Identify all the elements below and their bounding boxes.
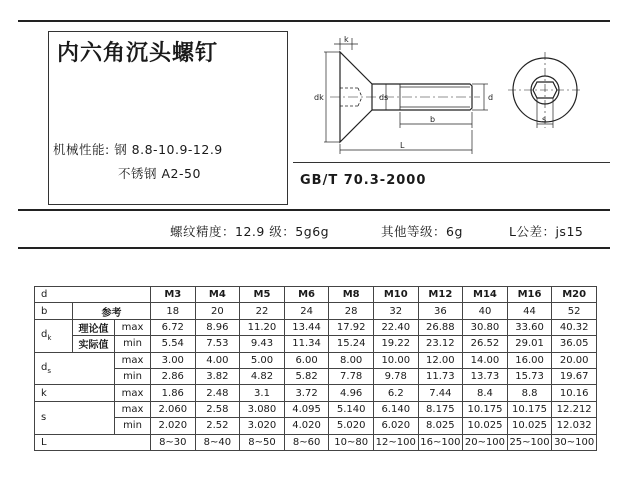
size-cell: M8 xyxy=(329,287,374,303)
drawing-label-s: s xyxy=(542,115,547,124)
size-cell: M16 xyxy=(507,287,552,303)
table-cell: 1.86 xyxy=(151,385,196,401)
screw-drawing xyxy=(300,32,610,157)
table-cell: 8.175 xyxy=(418,401,463,417)
table-cell: 15.24 xyxy=(329,336,374,352)
table-cell: 4.82 xyxy=(240,368,285,384)
row-tolerance-min: min xyxy=(115,336,151,352)
table-cell: 30.80 xyxy=(463,319,508,335)
row-label-ds: $d_s$ xyxy=(35,352,115,385)
row-tolerance-max: max xyxy=(115,401,151,417)
table-cell: 5.00 xyxy=(240,352,285,368)
section-rule-2 xyxy=(18,247,610,249)
table-cell: 8.4 xyxy=(463,385,508,401)
table-cell: 3.00 xyxy=(151,352,196,368)
table-cell: 2.020 xyxy=(151,418,196,434)
table-cell: 12.00 xyxy=(418,352,463,368)
table-cell: 29.01 xyxy=(507,336,552,352)
table-cell: 20~100 xyxy=(463,434,508,450)
table-cell: 3.72 xyxy=(284,385,329,401)
thread-precision: 螺纹精度：12.9 级：5g6g xyxy=(170,224,330,239)
table-cell: 19.67 xyxy=(552,368,597,384)
size-cell: M3 xyxy=(151,287,196,303)
table-cell: 5.82 xyxy=(284,368,329,384)
table-cell: 8~30 xyxy=(151,434,196,450)
table-row-ds-min xyxy=(35,368,597,384)
table-cell: 3.82 xyxy=(195,368,240,384)
table-row-L xyxy=(35,434,597,450)
table-cell: 44 xyxy=(507,303,552,319)
table-cell: 26.88 xyxy=(418,319,463,335)
table-cell: 2.48 xyxy=(195,385,240,401)
table-cell: 10.175 xyxy=(463,401,508,417)
table-cell: 8~50 xyxy=(240,434,285,450)
table-cell: 36.05 xyxy=(552,336,597,352)
standard-number: GB/T 70.3-2000 xyxy=(300,173,427,188)
drawing-label-k: k xyxy=(344,35,349,44)
table-cell: 36 xyxy=(418,303,463,319)
table-cell: 6.2 xyxy=(373,385,418,401)
table-cell: 6.72 xyxy=(151,319,196,335)
table-cell: 10.025 xyxy=(507,418,552,434)
title-box xyxy=(48,31,288,205)
table-cell: 11.34 xyxy=(284,336,329,352)
table-cell: 32 xyxy=(373,303,418,319)
table-cell: 25~100 xyxy=(507,434,552,450)
row-tolerance-max: max xyxy=(115,385,151,401)
table-cell: 10.16 xyxy=(552,385,597,401)
row-label-L: L xyxy=(35,434,151,450)
table-row-s-max xyxy=(35,401,597,417)
table-cell: 9.78 xyxy=(373,368,418,384)
table-cell: 11.73 xyxy=(418,368,463,384)
drawing-label-b: b xyxy=(430,115,436,124)
row-label-d: d xyxy=(35,287,151,303)
table-cell: 2.060 xyxy=(151,401,196,417)
table-cell: 28 xyxy=(329,303,374,319)
table-cell: 20 xyxy=(195,303,240,319)
row-tolerance-min: min xyxy=(115,368,151,384)
table-cell: 2.86 xyxy=(151,368,196,384)
table-cell: 13.44 xyxy=(284,319,329,335)
row-sublabel-actual: 实际值 xyxy=(73,336,115,352)
table-cell: 16.00 xyxy=(507,352,552,368)
table-row-s-min xyxy=(35,418,597,434)
table-cell: 14.00 xyxy=(463,352,508,368)
drawing-label-L: L xyxy=(400,141,405,150)
table-cell: 10.00 xyxy=(373,352,418,368)
size-cell: M12 xyxy=(418,287,463,303)
table-row-ds-max xyxy=(35,352,597,368)
table-cell: 24 xyxy=(284,303,329,319)
table-cell: 6.020 xyxy=(373,418,418,434)
product-title: 内六角沉头螺钉 xyxy=(57,41,219,66)
table-cell: 8.025 xyxy=(418,418,463,434)
other-grade: 其他等级：6g xyxy=(381,224,463,239)
mechanical-property-steel xyxy=(53,140,223,158)
table-cell: 5.020 xyxy=(329,418,374,434)
table-cell: 3.020 xyxy=(240,418,285,434)
row-tolerance-max: max xyxy=(115,352,151,368)
table-cell: 33.60 xyxy=(507,319,552,335)
top-rule xyxy=(18,20,610,22)
size-cell: M10 xyxy=(373,287,418,303)
table-row-b xyxy=(35,303,597,319)
table-cell: 23.12 xyxy=(418,336,463,352)
table-cell: 10.175 xyxy=(507,401,552,417)
table-cell: 12~100 xyxy=(373,434,418,450)
table-row-dk-min xyxy=(35,336,597,352)
table-cell: 26.52 xyxy=(463,336,508,352)
table-cell: 20.00 xyxy=(552,352,597,368)
table-cell: 12.032 xyxy=(552,418,597,434)
row-label-b: b xyxy=(35,303,73,319)
table-cell: 22 xyxy=(240,303,285,319)
table-cell: 8~40 xyxy=(195,434,240,450)
table-cell: 22.40 xyxy=(373,319,418,335)
table-cell: 3.080 xyxy=(240,401,285,417)
standard-rule xyxy=(293,162,610,163)
table-row-dk-max xyxy=(35,319,597,335)
table-cell: 2.52 xyxy=(195,418,240,434)
table-cell: 19.22 xyxy=(373,336,418,352)
table-cell: 40 xyxy=(463,303,508,319)
table-row-d xyxy=(35,287,597,303)
table-cell: 7.44 xyxy=(418,385,463,401)
table-cell: 30~100 xyxy=(552,434,597,450)
table-cell: 15.73 xyxy=(507,368,552,384)
size-cell: M20 xyxy=(552,287,597,303)
table-cell: 11.20 xyxy=(240,319,285,335)
table-cell: 5.140 xyxy=(329,401,374,417)
table-cell: 8.96 xyxy=(195,319,240,335)
row-sublabel-theory: 理论值 xyxy=(73,319,115,335)
row-tolerance-min: min xyxy=(115,418,151,434)
drawing-label-ds: ds xyxy=(379,93,389,102)
row-label-k: k xyxy=(35,385,115,401)
table-cell: 4.020 xyxy=(284,418,329,434)
table-cell: 10~80 xyxy=(329,434,374,450)
dimension-table xyxy=(34,286,597,451)
drawing-label-d: d xyxy=(488,93,494,102)
table-cell: 2.58 xyxy=(195,401,240,417)
table-cell: 8.8 xyxy=(507,385,552,401)
table-cell: 16~100 xyxy=(418,434,463,450)
size-cell: M4 xyxy=(195,287,240,303)
table-cell: 3.1 xyxy=(240,385,285,401)
table-cell: 6.140 xyxy=(373,401,418,417)
row-label-s: s xyxy=(35,401,115,434)
row-label-dk: $d_k$ xyxy=(35,319,73,352)
table-cell: 10.025 xyxy=(463,418,508,434)
stainless-grade: 不锈钢 A2-50 xyxy=(118,166,201,181)
table-cell: 8~60 xyxy=(284,434,329,450)
steel-grade: 钢 8.8-10.9-12.9 xyxy=(114,142,223,157)
table-cell: 7.78 xyxy=(329,368,374,384)
row-sublabel-ref: 参考 xyxy=(73,303,151,319)
table-cell: 7.53 xyxy=(195,336,240,352)
table-cell: 4.00 xyxy=(195,352,240,368)
table-cell: 17.92 xyxy=(329,319,374,335)
size-cell: M6 xyxy=(284,287,329,303)
table-cell: 40.32 xyxy=(552,319,597,335)
table-cell: 4.095 xyxy=(284,401,329,417)
table-cell: 4.96 xyxy=(329,385,374,401)
size-cell: M14 xyxy=(463,287,508,303)
table-cell: 6.00 xyxy=(284,352,329,368)
table-cell: 5.54 xyxy=(151,336,196,352)
l-tolerance: L公差：js15 xyxy=(509,224,584,239)
table-cell: 8.00 xyxy=(329,352,374,368)
row-tolerance-max: max xyxy=(115,319,151,335)
table-cell: 18 xyxy=(151,303,196,319)
drawing-label-dk: dk xyxy=(314,93,324,102)
table-cell: 13.73 xyxy=(463,368,508,384)
table-cell: 12.212 xyxy=(552,401,597,417)
table-row-k xyxy=(35,385,597,401)
size-cell: M5 xyxy=(240,287,285,303)
table-cell: 52 xyxy=(552,303,597,319)
table-cell: 9.43 xyxy=(240,336,285,352)
mechanical-property-label: 机械性能: xyxy=(53,142,110,157)
section-rule-1 xyxy=(18,209,610,211)
